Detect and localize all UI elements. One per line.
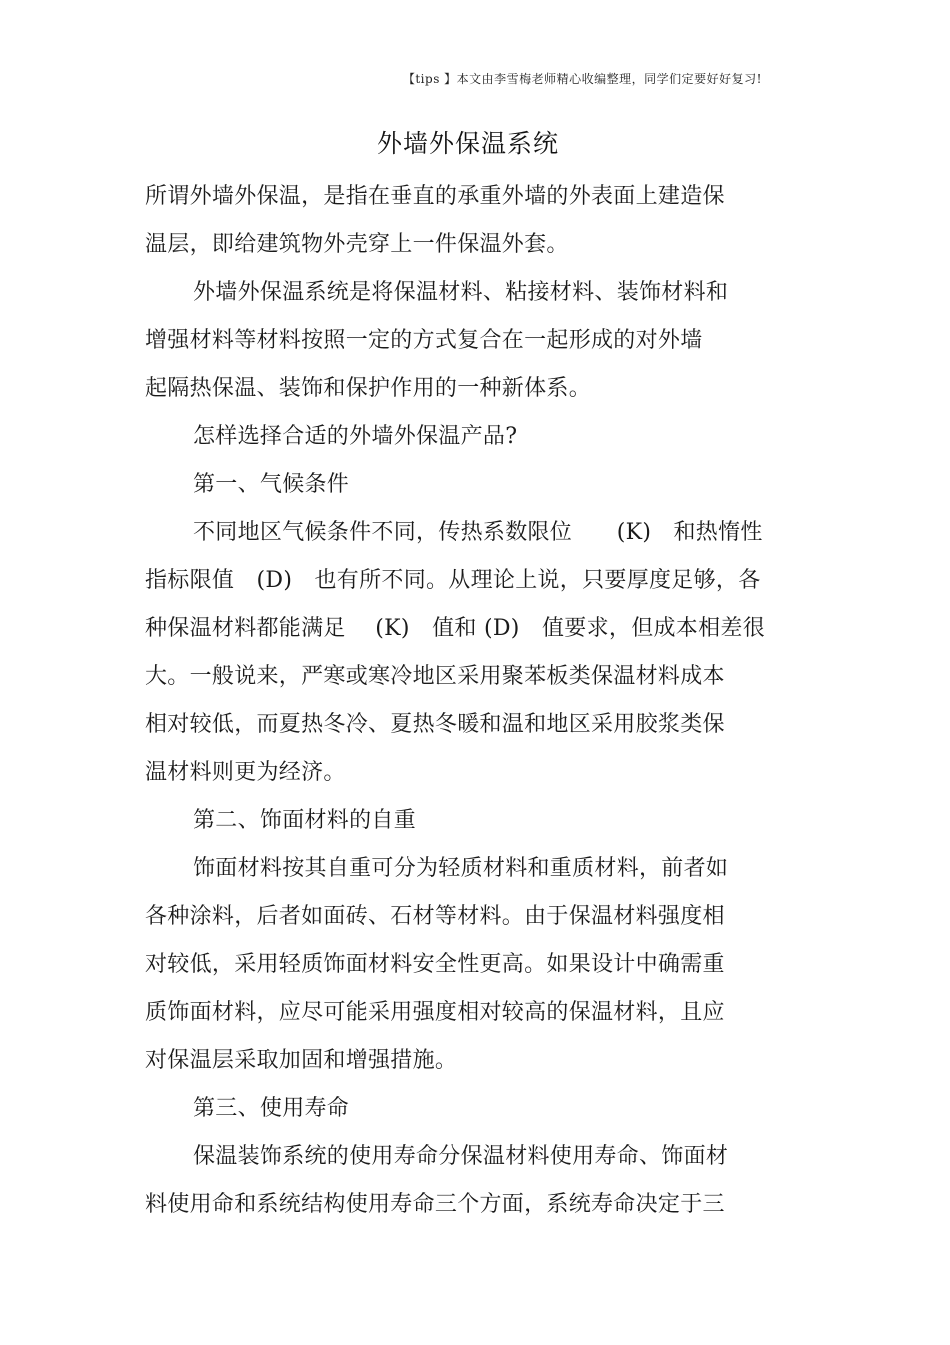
text-line: 各种涂料，后者如面砖、石材等材料。由于保温材料强度相 xyxy=(145,904,725,929)
text-line: 第三、使用寿命 xyxy=(193,1096,350,1121)
text-line: 料使用命和系统结构使用寿命三个方面，系统寿命决定于三 xyxy=(145,1192,725,1217)
text-line: 种保温材料都能满足 (K) 值和 (D) 值要求，但成本相差很 xyxy=(145,616,765,641)
text-line: 怎样选择合适的外墙外保温产品? xyxy=(193,424,518,449)
text-line: 保温装饰系统的使用寿命分保温材料使用寿命、饰面材 xyxy=(193,1144,729,1169)
text-line: 温层，即给建筑物外壳穿上一件保温外套。 xyxy=(145,232,569,257)
text-line: 增强材料等材料按照一定的方式复合在一起形成的对外墙 xyxy=(145,328,703,353)
document-body xyxy=(145,177,805,1233)
text-line: 不同地区气候条件不同，传热系数限位 (K) 和热惰性 xyxy=(193,520,763,545)
text-line: 对保温层采取加固和增强措施。 xyxy=(145,1048,458,1073)
text-line: 起隔热保温、装饰和保护作用的一种新体系。 xyxy=(145,376,592,401)
text-line: 第一、气候条件 xyxy=(193,472,350,497)
text-line: 相对较低，而夏热冬冷、夏热冬暖和温和地区采用胶浆类保 xyxy=(145,712,725,737)
text-line: 第二、饰面材料的自重 xyxy=(193,808,417,833)
text-line: 饰面材料按其自重可分为轻质材料和重质材料，前者如 xyxy=(193,856,729,881)
document-title: 外墙外保温系统 xyxy=(376,129,559,158)
text-line: 对较低，采用轻质饰面材料安全性更高。如果设计中确需重 xyxy=(145,952,725,977)
text-line: 所谓外墙外保温，是指在垂直的承重外墙的外表面上建造保 xyxy=(145,184,725,209)
text-line: 外墙外保温系统是将保温材料、粘接材料、装饰材料和 xyxy=(193,280,729,305)
tips-header: 【tips 】本文由李雪梅老师精心收编整理，同学们定要好好复习! xyxy=(402,72,762,86)
text-line: 指标限值 (D) 也有所不同。从理论上说，只要厚度足够，各 xyxy=(145,568,761,593)
text-line: 温材料则更为经济。 xyxy=(145,760,346,785)
text-line: 大。一般说来，严寒或寒冷地区采用聚苯板类保温材料成本 xyxy=(145,664,725,689)
text-line: 质饰面材料，应尽可能采用强度相对较高的保温材料，且应 xyxy=(145,1000,725,1025)
